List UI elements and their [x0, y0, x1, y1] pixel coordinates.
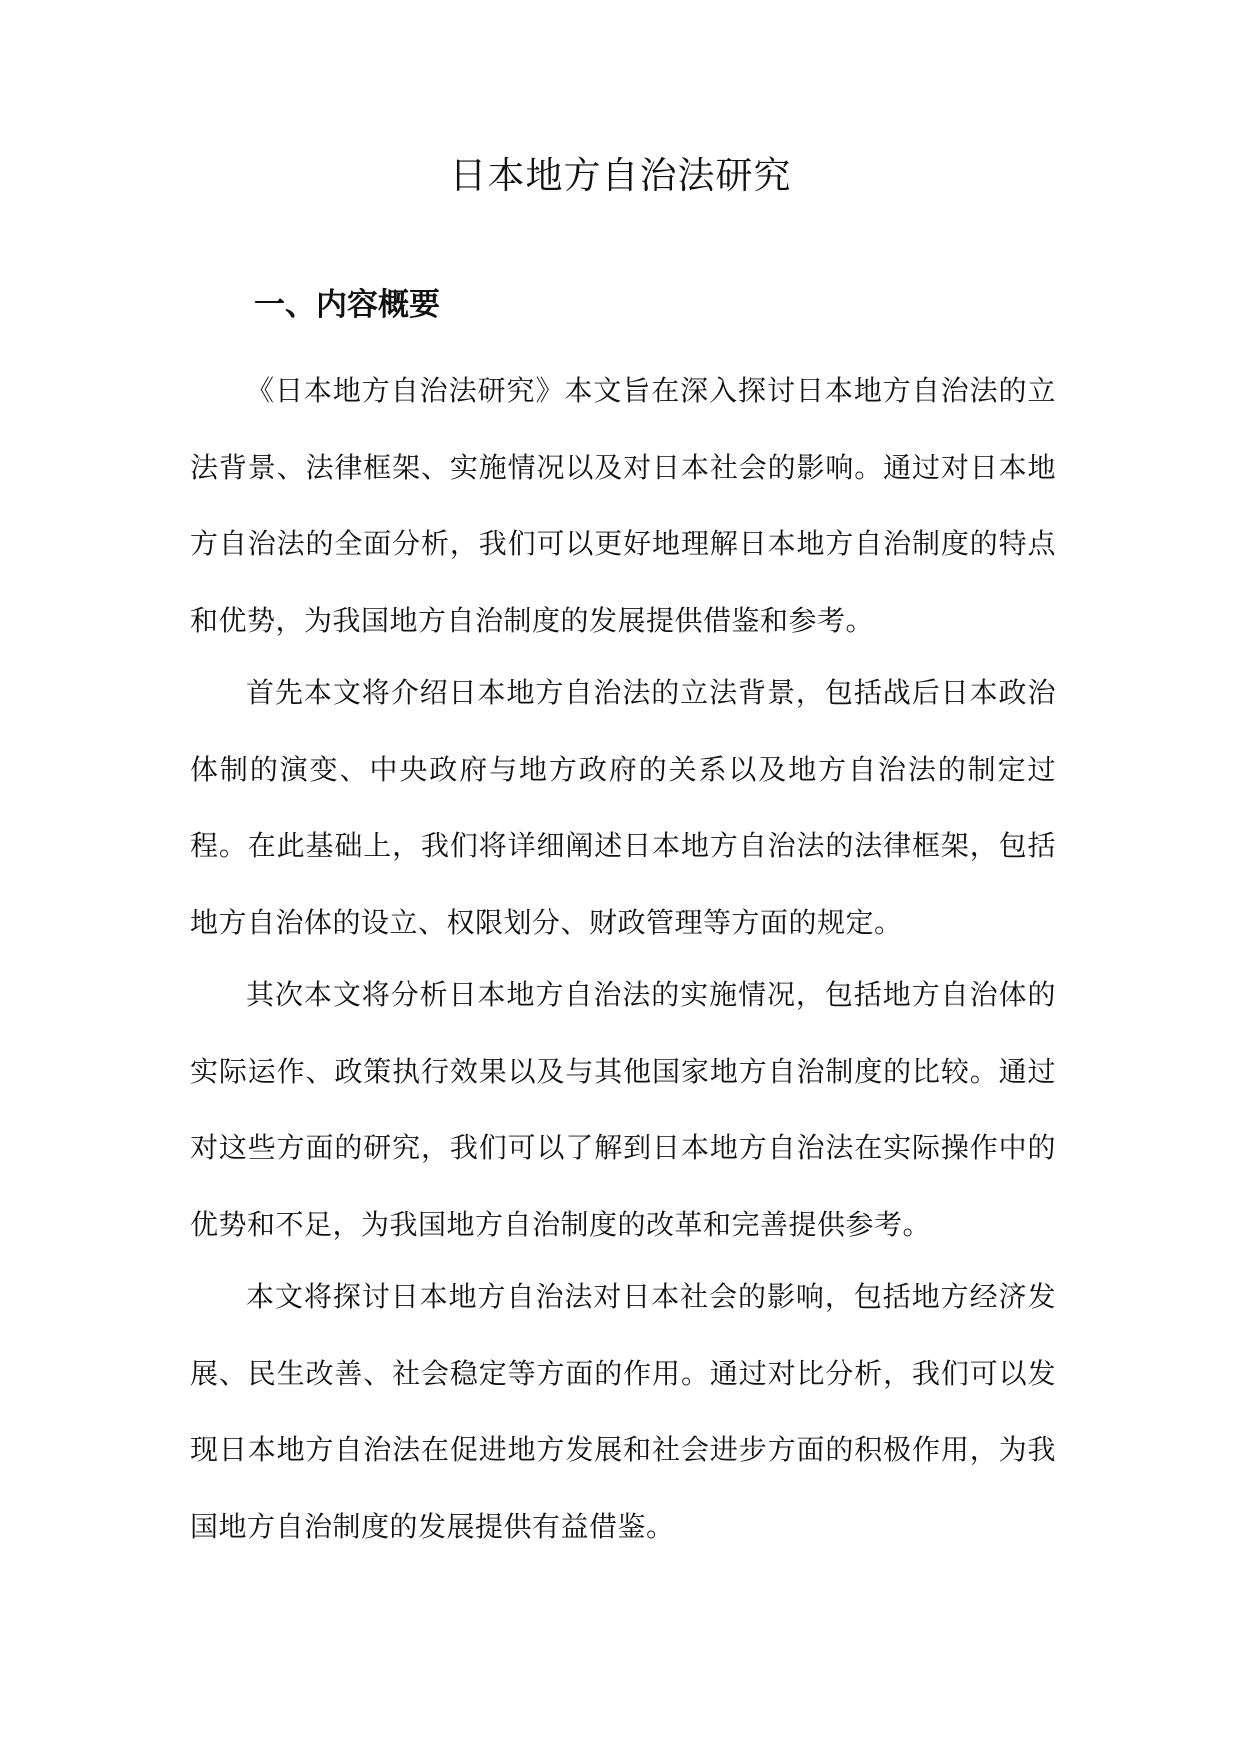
- paragraph-3: 其次本文将分析日本地方自治法的实施情况，包括地方自治体的实际运作、政策执行效果以及与其他国家地方自治制度的比较。通过对这些方面的研究，我们可以了解到日本地方自治法在实际操作中的优势和不足，为我国地方自治制度的改革和完善提供参考。: [190, 978, 1056, 1241]
- paragraph-2: 首先本文将介绍日本地方自治法的立法背景，包括战后日本政治体制的演变、中央政府与地方政府的关系以及地方自治法的制定过程。在此基础上，我们将详细阐述日本地方自治法的法律框架，包括地方自治体的设立、权限划分、财政管理等方面的规定。: [190, 676, 1056, 939]
- paragraph-4: 本文将探讨日本地方自治法对日本社会的影响，包括地方经济发展、民生改善、社会稳定等方面的作用。通过对比分析，我们可以发现日本地方自治法在促进地方发展和社会进步方面的积极作用，为我国地方自治制度的发展提供有益借鉴。: [190, 1280, 1056, 1543]
- paragraph-1: 《日本地方自治法研究》本文旨在深入探讨日本地方自治法的立法背景、法律框架、实施情况以及对日本社会的影响。通过对日本地方自治法的全面分析，我们可以更好地理解日本地方自治制度的特点和优势，为我国地方自治制度的发展提供借鉴和参考。: [190, 374, 1056, 637]
- section-heading: 一、内容概要: [254, 287, 440, 323]
- document-title: 日本地方自治法研究: [449, 154, 792, 197]
